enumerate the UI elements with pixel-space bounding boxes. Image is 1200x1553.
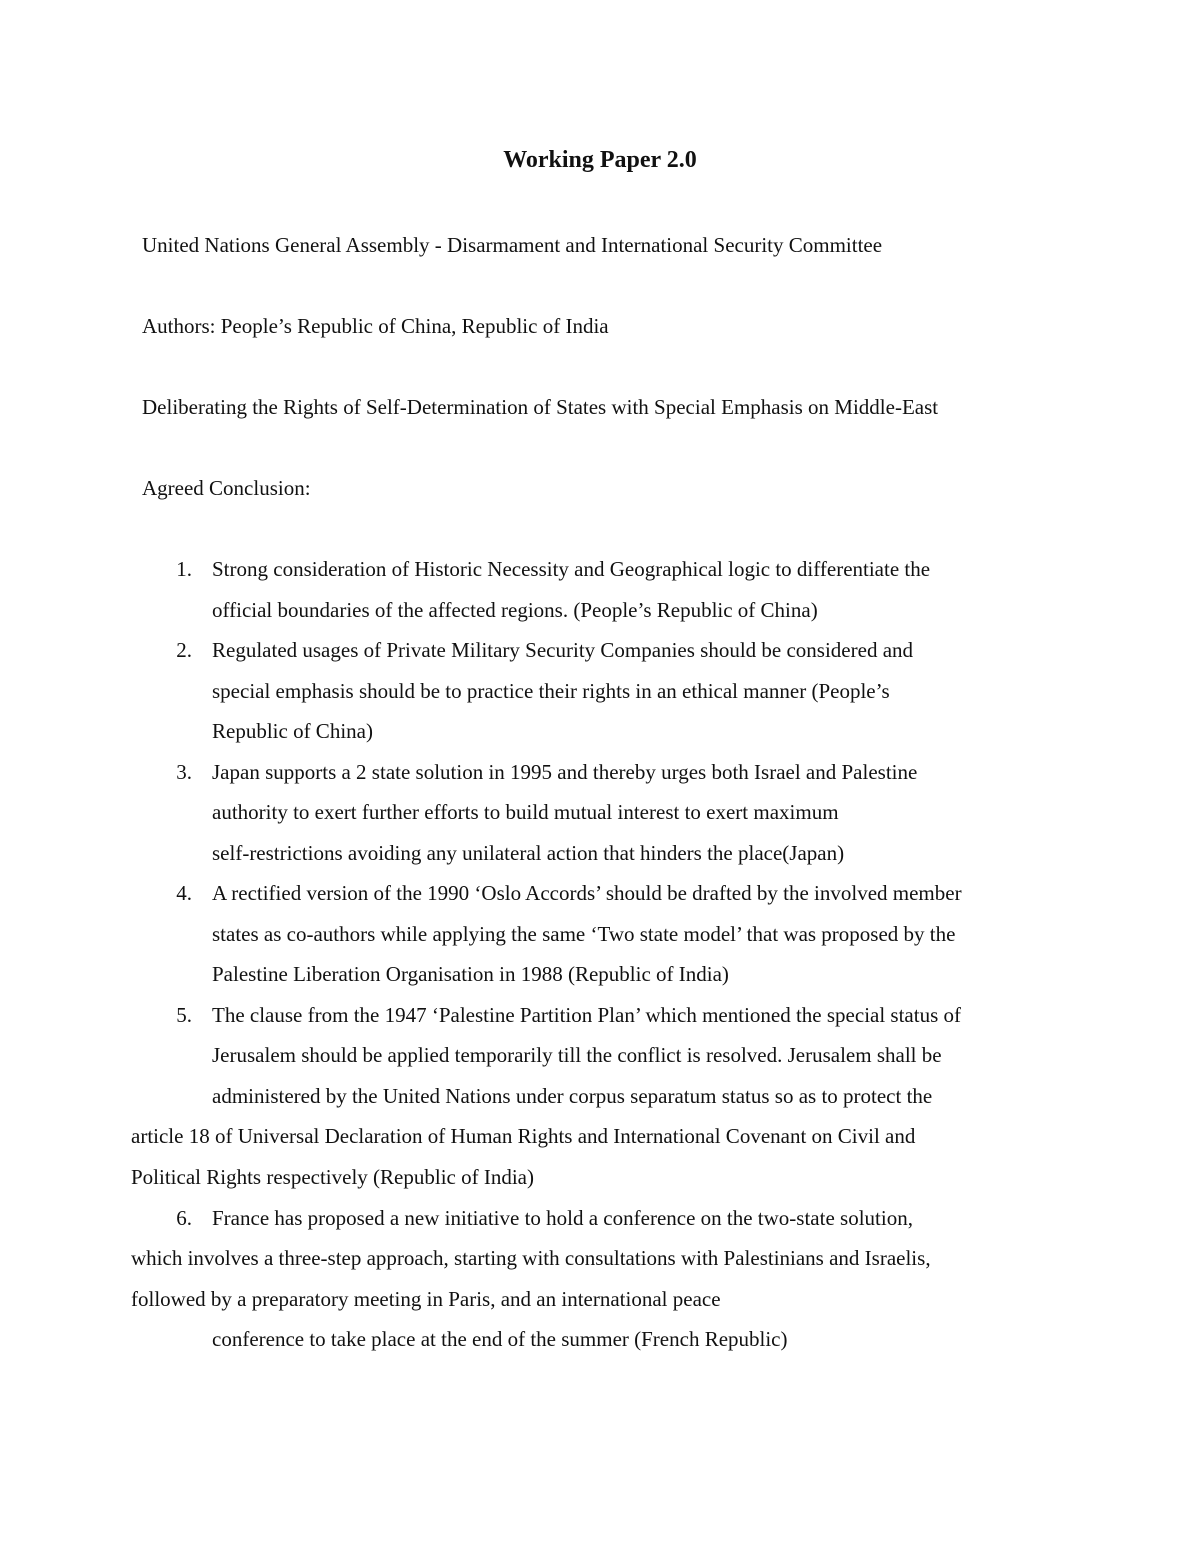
- item-line: Political Rights respectively (Republic of India): [131, 1165, 534, 1189]
- item-line: followed by a preparatory meeting in Paris, and an international peace: [131, 1287, 721, 1311]
- item-number: 4.: [176, 881, 192, 905]
- item-line: Strong consideration of Historic Necessity and Geographical logic to differentiate the: [212, 557, 931, 581]
- item-number: 6.: [176, 1206, 192, 1230]
- item-line: A rectified version of the 1990 ‘Oslo Accords’ should be drafted by the involved member: [212, 881, 962, 905]
- item-line: Japan supports a 2 state solution in 1995 and thereby urges both Israel and Palestine: [212, 760, 918, 784]
- document-title: Working Paper 2.0: [503, 147, 697, 173]
- item-number: 5.: [176, 1003, 192, 1027]
- item-number: 1.: [176, 557, 192, 581]
- item-line: article 18 of Universal Declaration of Human Rights and International Covenant on Civil and: [131, 1124, 916, 1148]
- item-line: Palestine Liberation Organisation in 1988 (Republic of India): [212, 962, 729, 986]
- item-line: conference to take place at the end of the summer (French Republic): [212, 1327, 788, 1351]
- item-line: The clause from the 1947 ‘Palestine Partition Plan’ which mentioned the special status of: [212, 1003, 962, 1027]
- topic-line: Deliberating the Rights of Self-Determination of States with Special Emphasis on Middle-East: [142, 395, 939, 419]
- item-number: 2.: [176, 638, 192, 662]
- item-line: Republic of China): [212, 719, 373, 743]
- authors-line: Authors: People’s Republic of China, Republic of India: [142, 314, 609, 338]
- item-line: official boundaries of the affected regions. (People’s Republic of China): [212, 598, 818, 622]
- item-line: self-restrictions avoiding any unilateral action that hinders the place(Japan): [212, 841, 845, 865]
- item-line: which involves a three-step approach, starting with consultations with Palestinians and Israelis,: [131, 1246, 931, 1270]
- item-line: administered by the United Nations under corpus separatum status so as to protect the: [212, 1084, 933, 1108]
- conclusion-heading: Agreed Conclusion:: [142, 476, 311, 500]
- item-line: authority to exert further efforts to build mutual interest to exert maximum: [212, 800, 839, 824]
- item-line: special emphasis should be to practice their rights in an ethical manner (People’s: [212, 679, 890, 703]
- item-line: Regulated usages of Private Military Security Companies should be considered and: [212, 638, 914, 662]
- committee-line: United Nations General Assembly - Disarmament and International Security Committee: [142, 233, 883, 257]
- item-number: 3.: [176, 760, 192, 784]
- item-line: France has proposed a new initiative to hold a conference on the two-state solution,: [212, 1206, 913, 1230]
- item-line: states as co-authors while applying the same ‘Two state model’ that was proposed by the: [212, 922, 956, 946]
- item-line: Jerusalem should be applied temporarily till the conflict is resolved. Jerusalem shall be: [212, 1043, 942, 1067]
